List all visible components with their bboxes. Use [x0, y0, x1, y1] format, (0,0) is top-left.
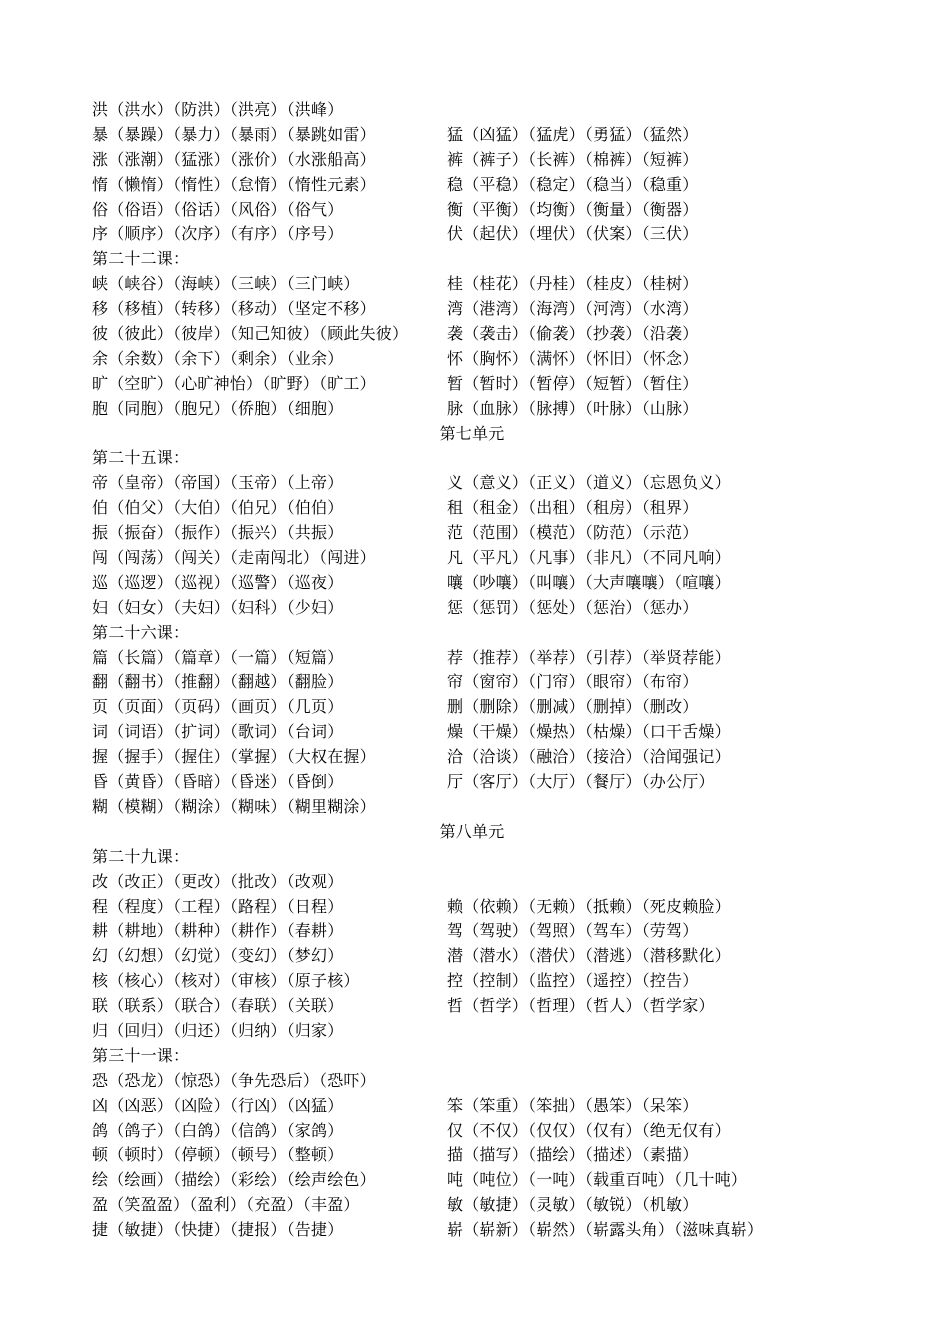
vocab-entry-right: 燥（干燥）（燥热）（枯燥）（口干舌燥） [447, 722, 731, 742]
vocab-line [92, 596, 852, 621]
vocab-entry-right: 范（范围）（模范）（防范）（示范） [447, 523, 699, 543]
vocab-line [92, 347, 852, 372]
vocab-entry-left: 耕（耕地）（耕种）（耕作）（春耕） [92, 921, 344, 941]
vocab-entry-left: 帝（皇帝）（帝国）（玉帝）（上帝） [92, 473, 344, 493]
vocab-line [92, 944, 852, 969]
vocab-entry-left: 握（握手）（握住）（掌握）（大权在握） [92, 747, 376, 767]
vocab-line [92, 1119, 852, 1144]
vocab-line [92, 1044, 852, 1069]
vocab-line [92, 720, 852, 745]
unit-heading: 第七单元 [439, 423, 505, 443]
vocab-entry-left: 第二十二课： [92, 249, 190, 269]
vocab-entry-left: 捷（敏捷）（快捷）（捷报）（告捷） [92, 1220, 344, 1240]
vocab-line [92, 571, 852, 596]
vocab-entry-right: 伏（起伏）（埋伏）（伏案）（三伏） [447, 224, 699, 244]
vocab-entry-left: 第二十五课： [92, 448, 190, 468]
vocab-entry-right: 暂（暂时）（暂停）（短暂）（暂住） [447, 373, 699, 393]
vocab-line [92, 1168, 852, 1193]
vocab-entry-right: 敏（敏捷）（灵敏）（敏锐）（机敏） [447, 1195, 699, 1215]
vocab-line [92, 994, 852, 1019]
vocab-entry-left: 昏（黄昏）（昏暗）（昏迷）（昏倒） [92, 772, 344, 792]
vocab-entry-right: 怀（胸怀）（满怀）（怀旧）（怀念） [447, 348, 699, 368]
vocab-entry-right: 仅（不仅）（仅仅）（仅有）（绝无仅有） [447, 1120, 731, 1140]
vocab-line [92, 372, 852, 397]
vocab-entry-left: 移（移植）（转移）（移动）（坚定不移） [92, 299, 376, 319]
vocab-entry-left: 恐（恐龙）（惊恐）（争先恐后）（恐吓） [92, 1070, 376, 1090]
vocab-entry-left: 第二十九课： [92, 846, 190, 866]
vocab-line [92, 397, 852, 422]
vocab-line [92, 919, 852, 944]
vocab-entry-left: 胞（同胞）（胞兄）（侨胞）（细胞） [92, 398, 344, 418]
vocab-entry-right: 租（租金）（出租）（租房）（租界） [447, 498, 699, 518]
vocab-entry-right: 衡（平衡）（均衡）（衡量）（衡器） [447, 199, 699, 219]
vocab-entry-right: 潜（潜水）（潜伏）（潜逃）（潜移默化） [447, 946, 731, 966]
vocab-line [92, 1193, 852, 1218]
vocab-entry-right: 惩（惩罚）（惩处）（惩治）（惩办） [447, 597, 699, 617]
vocab-entry-right: 驾（驾驶）（驾照）（驾车）（劳驾） [447, 921, 699, 941]
vocab-entry-right: 控（控制）（监控）（遥控）（控告） [447, 971, 699, 991]
vocab-entry-right: 裤（裤子）（长裤）（棉裤）（短裤） [447, 149, 699, 169]
vocab-line [92, 322, 852, 347]
vocab-entry-right: 吨（吨位）（一吨）（载重百吨）（几十吨） [447, 1170, 748, 1190]
vocab-entry-left: 改（改正）（更改）（批改）（改观） [92, 871, 344, 891]
vocab-entry-right: 删（删除）（删减）（删掉）（删改） [447, 697, 699, 717]
vocab-line [92, 247, 852, 272]
vocab-entry-left: 篇（长篇）（篇章）（一篇）（短篇） [92, 647, 344, 667]
vocab-entry-left: 词（词语）（扩词）（歌词）（台词） [92, 722, 344, 742]
vocab-entry-left: 旷（空旷）（心旷神怡）（旷野）（旷工） [92, 373, 376, 393]
vocab-line [92, 845, 852, 870]
vocab-line [92, 173, 852, 198]
vocab-entry-left: 妇（妇女）（夫妇）（妇科）（少妇） [92, 597, 344, 617]
vocab-entry-right: 描（描写）（描绘）（描述）（素描） [447, 1145, 699, 1165]
vocab-entry-left: 绘（绘画）（描绘）（彩绘）（绘声绘色） [92, 1170, 376, 1190]
vocab-entry-right: 猛（凶猛）（猛虎）（勇猛）（猛然） [447, 124, 699, 144]
vocab-entry-left: 第三十一课： [92, 1045, 190, 1065]
vocab-line [92, 123, 852, 148]
vocab-line [92, 521, 852, 546]
vocab-entry-left: 联（联系）（联合）（春联）（关联） [92, 996, 344, 1016]
vocab-entry-right: 荐（推荐）（举荐）（引荐）（举贤荐能） [447, 647, 731, 667]
vocab-entry-left: 顿（顿时）（停顿）（顿号）（整顿） [92, 1145, 344, 1165]
vocab-entry-left: 归（回归）（归还）（归纳）（归家） [92, 1020, 344, 1040]
vocab-line [92, 695, 852, 720]
vocab-line [92, 1019, 852, 1044]
vocab-line [92, 446, 852, 471]
vocab-entry-left: 翻（翻书）（推翻）（翻越）（翻脸） [92, 672, 344, 692]
vocab-entry-left: 巡（巡逻）（巡视）（巡警）（巡夜） [92, 572, 344, 592]
vocab-entry-left: 凶（凶恶）（凶险）（行凶）（凶猛） [92, 1095, 344, 1115]
vocab-line [92, 1069, 852, 1094]
vocab-entry-right: 湾（港湾）（海湾）（河湾）（水湾） [447, 299, 699, 319]
vocab-entry-left: 幻（幻想）（幻觉）（变幻）（梦幻） [92, 946, 344, 966]
vocab-entry-right: 嚷（吵嚷）（叫嚷）（大声嚷嚷）（喧嚷） [447, 572, 731, 592]
document-body [92, 98, 852, 1243]
vocab-entry-left: 暴（暴躁）（暴力）（暴雨）（暴跳如雷） [92, 124, 376, 144]
vocab-line [92, 795, 852, 820]
vocab-line [92, 770, 852, 795]
vocab-line [92, 1218, 852, 1243]
vocab-line [92, 646, 852, 671]
vocab-entry-right: 帘（窗帘）（门帘）（眼帘）（布帘） [447, 672, 699, 692]
vocab-line [92, 272, 852, 297]
vocab-entry-left: 序（顺序）（次序）（有序）（序号） [92, 224, 344, 244]
vocab-entry-left: 闯（闯荡）（闯关）（走南闯北）（闯进） [92, 548, 376, 568]
vocab-line [92, 471, 852, 496]
vocab-entry-right: 崭（崭新）（崭然）（崭露头角）（滋味真崭） [447, 1220, 764, 1240]
vocab-line [92, 621, 852, 646]
vocab-entry-right: 厅（客厅）（大厅）（餐厅）（办公厅） [447, 772, 715, 792]
vocab-line [92, 1094, 852, 1119]
vocab-entry-left: 彼（彼此）（彼岸）（知己知彼）（顾此失彼） [92, 324, 409, 344]
unit-heading: 第八单元 [439, 821, 505, 841]
vocab-line [92, 297, 852, 322]
vocab-line [92, 1143, 852, 1168]
vocab-line [92, 546, 852, 571]
vocab-entry-right: 哲（哲学）（哲理）（哲人）（哲学家） [447, 996, 715, 1016]
vocab-entry-left: 盈（笑盈盈）（盈利）（充盈）（丰盈） [92, 1195, 360, 1215]
vocab-entry-right: 赖（依赖）（无赖）（抵赖）（死皮赖脸） [447, 896, 731, 916]
vocab-entry-right: 洽（洽谈）（融洽）（接洽）（洽闻强记） [447, 747, 731, 767]
vocab-entry-left: 峡（峡谷）（海峡）（三峡）（三门峡） [92, 274, 360, 294]
vocab-entry-left: 伯（伯父）（大伯）（伯兄）（伯伯） [92, 498, 344, 518]
vocab-entry-left: 第二十六课： [92, 622, 190, 642]
vocab-entry-right: 稳（平稳）（稳定）（稳当）（稳重） [447, 174, 699, 194]
vocab-entry-left: 惰（懒惰）（惰性）（怠惰）（惰性元素） [92, 174, 376, 194]
vocab-entry-left: 鸽（鸽子）（白鸽）（信鸽）（家鸽） [92, 1120, 344, 1140]
vocab-entry-left: 余（余数）（余下）（剩余）（业余） [92, 348, 344, 368]
vocab-line [92, 870, 852, 895]
vocab-entry-left: 俗（俗语）（俗话）（风俗）（俗气） [92, 199, 344, 219]
vocab-entry-left: 洪（洪水）（防洪）（洪亮）（洪峰） [92, 100, 344, 119]
vocab-line [92, 198, 852, 223]
vocab-entry-left: 振（振奋）（振作）（振兴）（共振） [92, 523, 344, 543]
vocab-entry-left: 页（页面）（页码）（画页）（几页） [92, 697, 344, 717]
vocab-entry-left: 涨（涨潮）（猛涨）（涨价）（水涨船高） [92, 149, 376, 169]
vocab-entry-right: 桂（桂花）（丹桂）（桂皮）（桂树） [447, 274, 699, 294]
vocab-entry-right: 凡（平凡）（凡事）（非凡）（不同凡响） [447, 548, 731, 568]
vocab-entry-right: 脉（血脉）（脉搏）（叶脉）（山脉） [447, 398, 699, 418]
vocab-entry-left: 程（程度）（工程）（路程）（日程） [92, 896, 344, 916]
vocab-entry-right: 笨（笨重）（笨拙）（愚笨）（呆笨） [447, 1095, 699, 1115]
vocab-line [92, 745, 852, 770]
vocab-entry-right: 袭（袭击）（偷袭）（抄袭）（沿袭） [447, 324, 699, 344]
vocab-line [92, 222, 852, 247]
vocab-entry-left: 糊（模糊）（糊涂）（糊味）（糊里糊涂） [92, 796, 376, 816]
vocab-line [92, 670, 852, 695]
vocab-line [92, 148, 852, 173]
vocab-line [92, 969, 852, 994]
vocab-entry-right: 义（意义）（正义）（道义）（忘恩负义） [447, 473, 731, 493]
vocab-line [92, 98, 852, 123]
vocab-line [92, 496, 852, 521]
vocab-entry-left: 核（核心）（核对）（审核）（原子核） [92, 971, 360, 991]
vocab-line [92, 895, 852, 920]
